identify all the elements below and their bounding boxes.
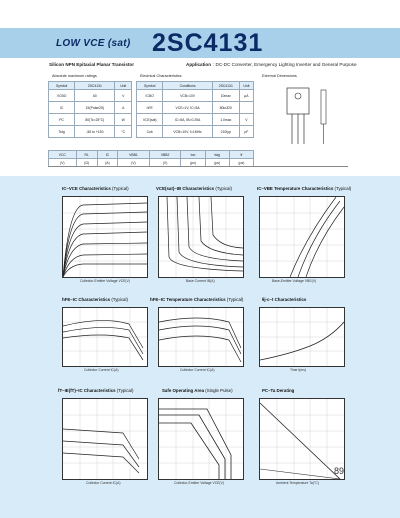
chart-title: Safe Operating Area (Single Pulse)	[162, 388, 233, 393]
external-dims-title: External Dimensions	[262, 74, 297, 78]
table-row	[137, 114, 254, 126]
x-axis-label: Base-Emitter Voltage VBE(V)	[272, 279, 317, 283]
table-cell: (V)	[118, 159, 150, 167]
table-row	[49, 102, 132, 114]
device-type: Silicon NPN Epitaxial Planar Transistor	[49, 62, 135, 67]
table-cell: A	[115, 102, 132, 114]
table-cell: hFE	[137, 102, 163, 114]
chart-title: IC–VBE Temperature Characteristics (Typical)	[257, 186, 352, 191]
table-cell: Conditions	[163, 82, 212, 90]
table-cell: (Ω)	[76, 159, 97, 167]
table-cell: Symbol	[49, 82, 75, 90]
chart-title: hFE–IC Characteristics (Typical)	[62, 297, 128, 302]
vcesat-ib-graph	[158, 196, 244, 278]
table-cell: Unit	[239, 82, 253, 90]
table-header-row	[49, 151, 254, 159]
header-accent-bar	[0, 28, 12, 58]
table-cell: Symbol	[137, 82, 163, 90]
x-axis-label: Collector-Emitter Voltage VCE(V)	[174, 481, 224, 485]
table-cell: 80(Tc=25°C)	[75, 114, 115, 126]
x-axis-label: Collector Current IC(A)	[84, 368, 119, 372]
table-row	[137, 102, 254, 114]
table-cell: VCC	[49, 151, 77, 159]
table-cell: IC=5A, IB=0.25A	[163, 114, 212, 126]
thermal-resistance-graph	[259, 307, 345, 367]
x-axis-label: Collector-Emitter Voltage VCE(V)	[80, 279, 130, 283]
abs-max-title: Absolute maximum ratings	[52, 74, 97, 78]
table-cell: IC	[97, 151, 117, 159]
abs-max-table	[48, 81, 132, 138]
table-header-row	[49, 82, 132, 90]
ft-ic-graph	[62, 398, 148, 480]
table-row	[137, 90, 254, 102]
table-cell: ton	[181, 151, 205, 159]
table-cell: VCE=1V, IC=5A	[163, 102, 212, 114]
table-cell: Cob	[137, 126, 163, 138]
table-cell: 2SC4131	[75, 82, 115, 90]
ic-vce-graph	[62, 196, 148, 278]
elec-char-table	[136, 81, 254, 138]
table-cell: VBB2	[149, 151, 181, 159]
table-cell: pF	[239, 126, 253, 138]
table-cell: 15(Pulse25)	[75, 102, 115, 114]
table-cell: VCB=10V	[163, 90, 212, 102]
package-drawing	[277, 78, 337, 158]
x-axis-label: Ambient Temperature Ta(°C)	[276, 481, 319, 485]
chart-title: fT–IE(fT)–IC Characteristics (Typical)	[58, 388, 134, 393]
safe-operating-area-graph	[158, 398, 244, 480]
table-header-row	[137, 82, 254, 90]
application-text: : DC-DC Converter, Emergency Lighting Inverter and General Purpose	[213, 62, 357, 67]
table-cell: Tstg	[49, 126, 75, 138]
chart-title: PC–Ta Derating	[262, 388, 295, 393]
table-cell: RL	[76, 151, 97, 159]
table-cell: -55 to +150	[75, 126, 115, 138]
table-cell	[239, 102, 253, 114]
part-number: 2SC4131	[152, 29, 264, 57]
table-cell: 1.0max	[212, 114, 239, 126]
table-cell: V	[239, 114, 253, 126]
chart-title: θj-c–t Characteristics	[262, 297, 307, 302]
section-divider	[48, 166, 348, 167]
chart-title: IC–VCE Characteristics (Typical)	[62, 186, 129, 191]
table-cell: 60	[75, 90, 115, 102]
x-axis-label: Base Current IB(A)	[186, 279, 215, 283]
table-cell: (V)	[149, 159, 181, 167]
hfe-ic-graph	[62, 307, 148, 367]
application-label: Application	[186, 62, 212, 67]
chart-title: hFE–IC Temperature Characteristics (Typical)	[150, 297, 244, 302]
pc-ta-derating-graph	[259, 398, 345, 480]
x-axis-label: Collector Current IC(A)	[86, 481, 121, 485]
table-cell: 2SC4131	[212, 82, 239, 90]
x-axis-label: Collector Current IC(A)	[180, 368, 215, 372]
table-cell: tf	[229, 151, 253, 159]
table-cell: (V)	[49, 159, 77, 167]
switching-table	[48, 150, 254, 167]
table-cell: PC	[49, 114, 75, 126]
table-cell: (μs)	[205, 159, 229, 167]
table-row	[49, 126, 132, 138]
table-row	[137, 126, 254, 138]
table-cell: W	[115, 114, 132, 126]
table-cell: Unit	[115, 82, 132, 90]
page-number: 89	[334, 466, 345, 476]
table-cell: 80to320	[212, 102, 239, 114]
table-cell: tstg	[205, 151, 229, 159]
table-cell: (A)	[97, 159, 117, 167]
table-cell: V	[115, 90, 132, 102]
table-cell: IC	[49, 102, 75, 114]
table-cell: VCBO	[49, 90, 75, 102]
elec-char-title: Electrical Characteristics	[140, 74, 182, 78]
ic-vbe-temp-graph	[259, 196, 345, 278]
table-cell: μA	[239, 90, 253, 102]
table-cell: °C	[115, 126, 132, 138]
low-vce-title: LOW VCE (sat)	[56, 38, 131, 49]
hfe-ic-temp-graph	[158, 307, 244, 367]
x-axis-label: Time t(ms)	[290, 368, 307, 372]
table-cell: ICBO	[137, 90, 163, 102]
table-cell: VCE(sat)	[137, 114, 163, 126]
header	[0, 0, 400, 58]
table-cell: 10max	[212, 90, 239, 102]
chart-title: VCE(sat)–IB Characteristics (Typical)	[156, 186, 232, 191]
table-cell: VCB=10V, f=1MHz	[163, 126, 212, 138]
table-cell: (μs)	[229, 159, 253, 167]
table-cell: 210typ	[212, 126, 239, 138]
table-cell: (μs)	[181, 159, 205, 167]
table-cell: VBB1	[118, 151, 150, 159]
table-row	[49, 90, 132, 102]
table-row	[49, 114, 132, 126]
